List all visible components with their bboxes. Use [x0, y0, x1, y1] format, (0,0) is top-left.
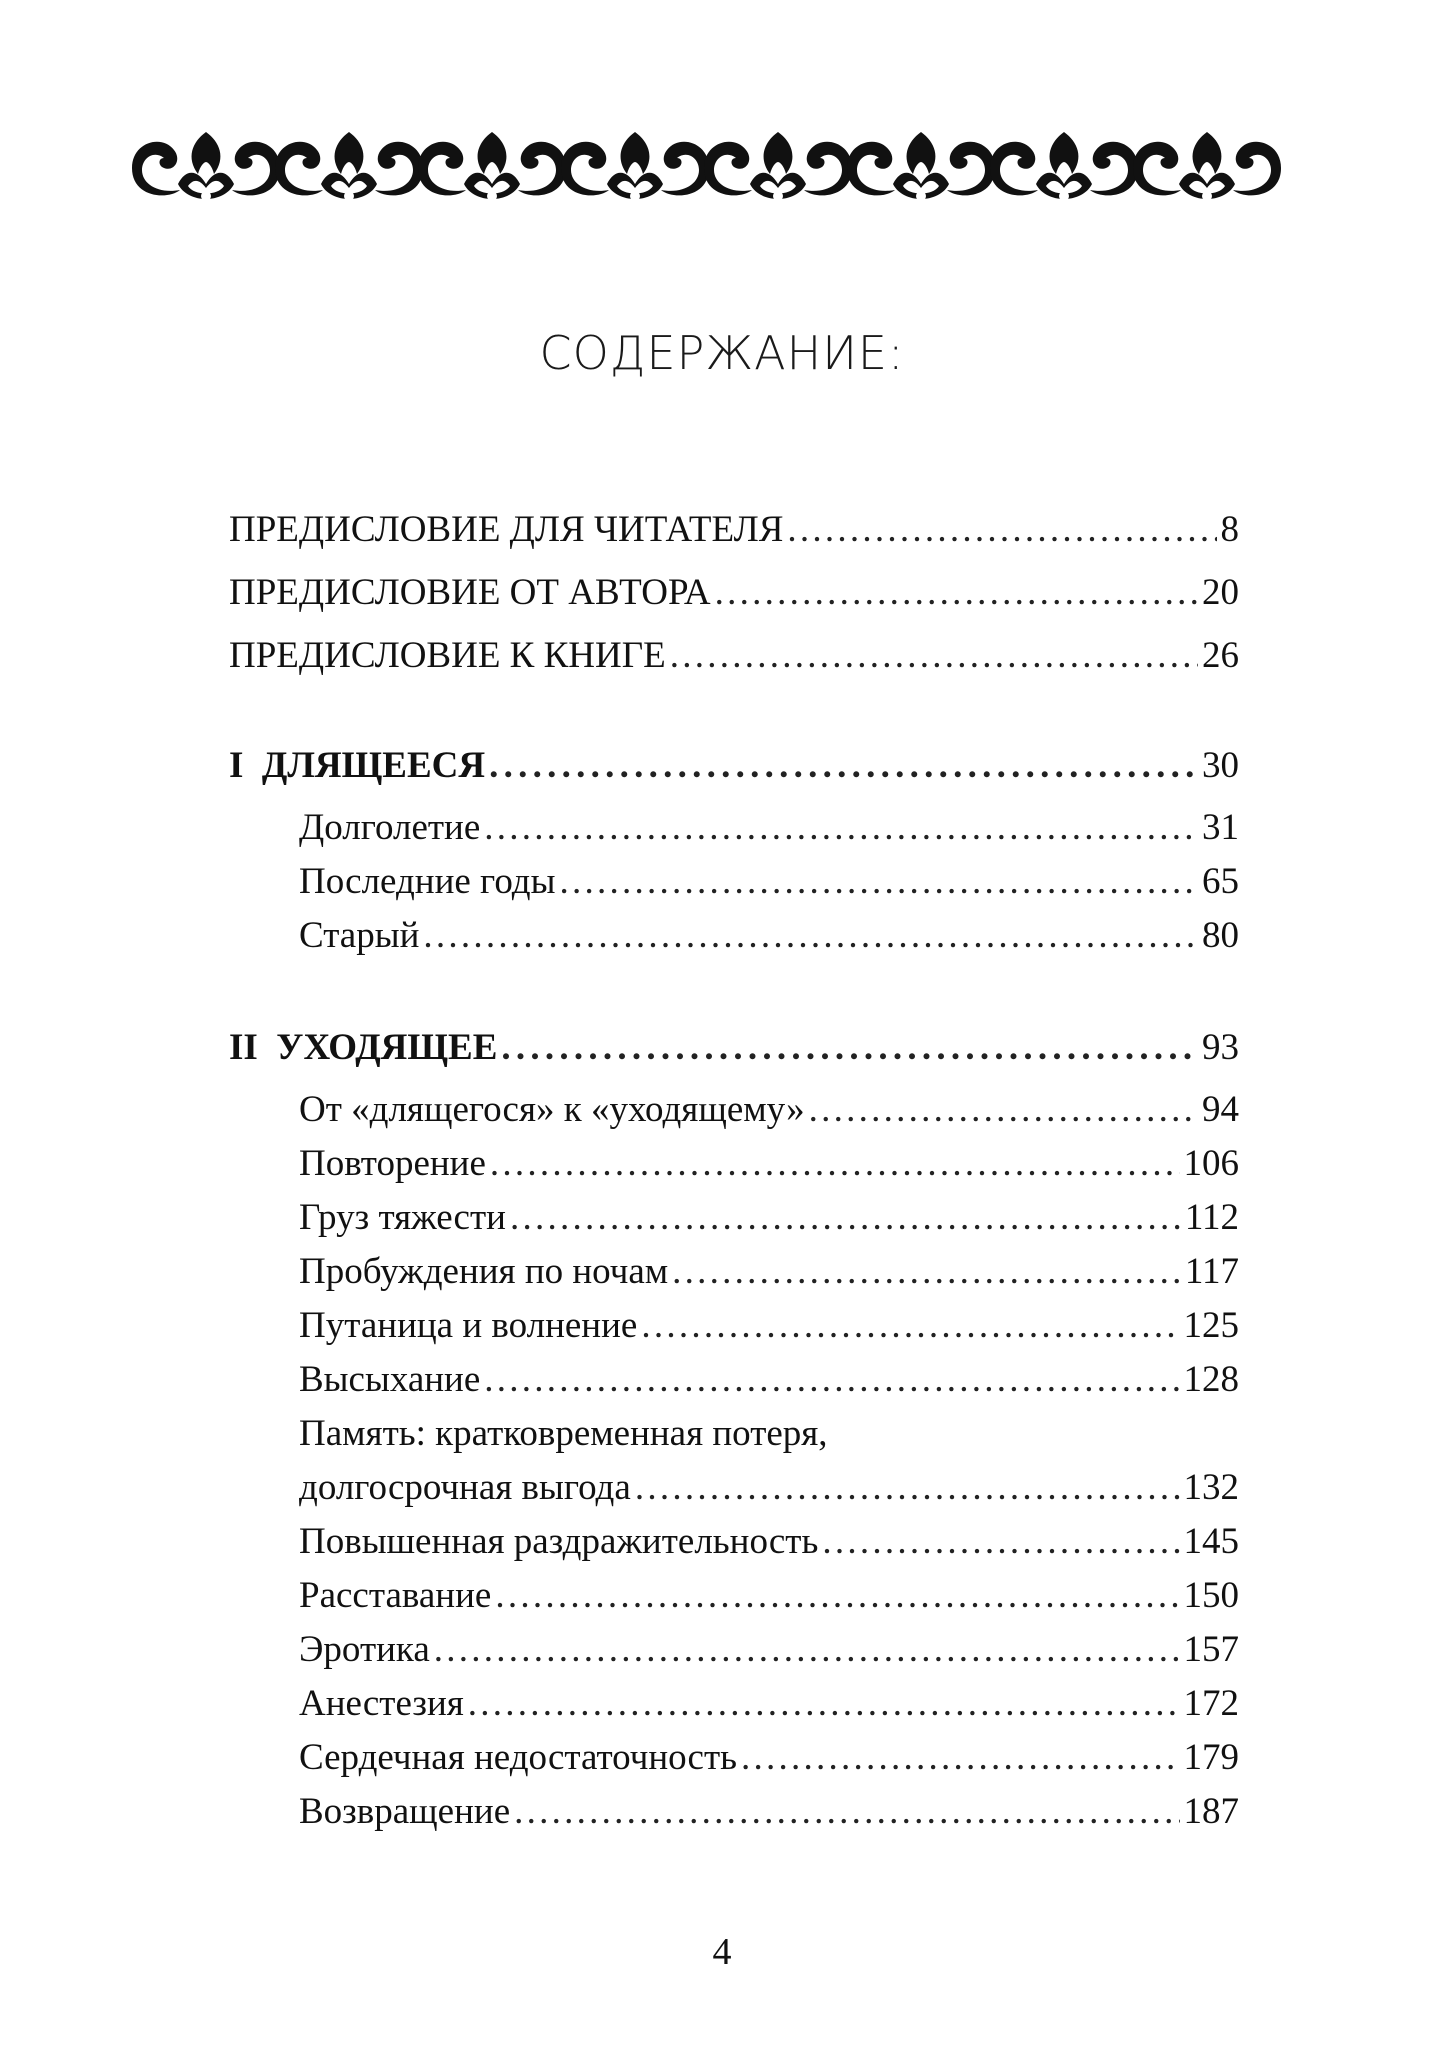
toc-chapter-label: Долголетие [299, 807, 481, 848]
toc-entry-page: 20 [1202, 572, 1239, 613]
toc-entry-page: 8 [1220, 509, 1239, 550]
leader-dots [484, 803, 1198, 853]
leader-dots [672, 1247, 1181, 1297]
toc-chapter[interactable] [299, 1085, 1239, 1135]
toc-chapter-label: От «длящегося» к «уходящему» [299, 1089, 805, 1130]
toc-part-label: I ДЛЯЩЕЕСЯ [229, 745, 486, 786]
toc-part-page: 30 [1202, 745, 1239, 786]
toc-chapter-page: 157 [1183, 1629, 1239, 1670]
toc-chapter[interactable] [299, 1301, 1239, 1351]
toc-chapter[interactable] [299, 1193, 1239, 1243]
toc-chapter-label: Эротика [299, 1629, 430, 1670]
decorative-ornament-border [128, 128, 1283, 208]
leader-dots [434, 1625, 1180, 1675]
toc-chapter[interactable] [299, 803, 1239, 853]
toc-entry-label: ПРЕДИСЛОВИЕ К КНИГЕ [229, 635, 666, 676]
toc-chapter-label: Груз тяжести [299, 1197, 506, 1238]
leader-dots [489, 741, 1198, 791]
leader-dots [641, 1301, 1179, 1351]
leader-dots [787, 505, 1216, 555]
toc-chapter-page: 128 [1183, 1359, 1239, 1400]
leader-dots [635, 1463, 1180, 1513]
toc-chapter[interactable] [299, 1139, 1239, 1189]
toc-chapter-page: 65 [1202, 861, 1239, 902]
toc-chapter-page: 172 [1183, 1683, 1239, 1724]
toc-entry-label: ПРЕДИСЛОВИЕ ОТ АВТОРА [229, 572, 711, 613]
leader-dots [809, 1085, 1198, 1135]
leader-dots [490, 1139, 1180, 1189]
toc-chapter[interactable] [299, 1571, 1239, 1621]
toc-entry-label: ПРЕДИСЛОВИЕ ДЛЯ ЧИТАТЕЛЯ [229, 509, 784, 550]
page-number: 4 [712, 1931, 732, 1973]
toc-chapter-page: 145 [1183, 1521, 1239, 1562]
leader-dots [423, 911, 1198, 961]
toc-chapter-page: 94 [1202, 1089, 1239, 1130]
leader-dots [670, 631, 1198, 681]
toc-chapter-page: 31 [1202, 807, 1239, 848]
leader-dots [501, 1023, 1198, 1073]
toc-chapter-label: Сердечная недостаточность [299, 1737, 738, 1778]
toc-chapter-page: 187 [1183, 1791, 1239, 1832]
toc-chapter[interactable] [299, 1787, 1239, 1837]
toc-entry-foreword-book[interactable] [229, 631, 1239, 681]
toc-chapter-label: Повышенная раздражительность [299, 1521, 819, 1562]
toc-chapter[interactable] [299, 1733, 1239, 1783]
toc-chapter-label: Повторение [299, 1143, 486, 1184]
toc-chapter-page: 112 [1184, 1197, 1239, 1238]
toc-entry-foreword-author[interactable] [229, 568, 1239, 618]
toc-chapter-page: 125 [1183, 1305, 1239, 1346]
leader-dots [468, 1679, 1180, 1729]
leader-dots [495, 1571, 1179, 1621]
toc-chapter-page: 80 [1202, 915, 1239, 956]
toc-part-label: II УХОДЯЩЕЕ [229, 1027, 498, 1068]
toc-chapter-label: Пробуждения по ночам [299, 1251, 669, 1292]
toc-chapter-label: Старый [299, 915, 420, 956]
toc-chapter-label: Путаница и волнение [299, 1305, 638, 1346]
toc-chapter-page: 132 [1183, 1467, 1239, 1508]
toc-chapter-line1[interactable] [299, 1409, 1239, 1459]
toc-chapter-label: Возвращение [299, 1791, 511, 1832]
leader-dots [741, 1733, 1179, 1783]
leader-dots [484, 1355, 1179, 1405]
toc-chapter-label: Анестезия [299, 1683, 464, 1724]
toc-entry-page: 26 [1202, 635, 1239, 676]
toc-chapter-label: Расставание [299, 1575, 492, 1616]
leader-dots [559, 857, 1198, 907]
toc-chapter[interactable] [299, 1517, 1239, 1567]
toc-part-2[interactable] [229, 1023, 1239, 1073]
toc-chapter-label: Память: кратковременная потеря, [299, 1413, 828, 1454]
leader-dots [822, 1517, 1179, 1567]
leader-dots [514, 1787, 1179, 1837]
toc-chapter[interactable] [299, 1247, 1239, 1297]
toc-chapter-page: 106 [1183, 1143, 1239, 1184]
toc-chapter[interactable] [299, 911, 1239, 961]
toc-chapter[interactable] [299, 1463, 1239, 1513]
toc-chapter[interactable] [299, 1679, 1239, 1729]
toc-chapter[interactable] [299, 1355, 1239, 1405]
toc-chapter-page: 179 [1183, 1737, 1239, 1778]
toc-chapter-label: долгосрочная выгода [299, 1467, 631, 1508]
toc-chapter-page: 150 [1183, 1575, 1239, 1616]
leader-dots [715, 568, 1198, 618]
toc-chapter-page: 117 [1184, 1251, 1239, 1292]
leader-dots [510, 1193, 1181, 1243]
toc-part-1[interactable] [229, 741, 1239, 791]
toc-entry-foreword-reader[interactable] [229, 505, 1239, 555]
toc-part-page: 93 [1202, 1027, 1239, 1068]
toc-chapter-label: Высыхание [299, 1359, 481, 1400]
toc-chapter-label: Последние годы [299, 861, 556, 902]
toc-chapter[interactable] [299, 1625, 1239, 1675]
page-title: СОДЕРЖАНИЕ: [539, 326, 905, 380]
toc-chapter[interactable] [299, 857, 1239, 907]
